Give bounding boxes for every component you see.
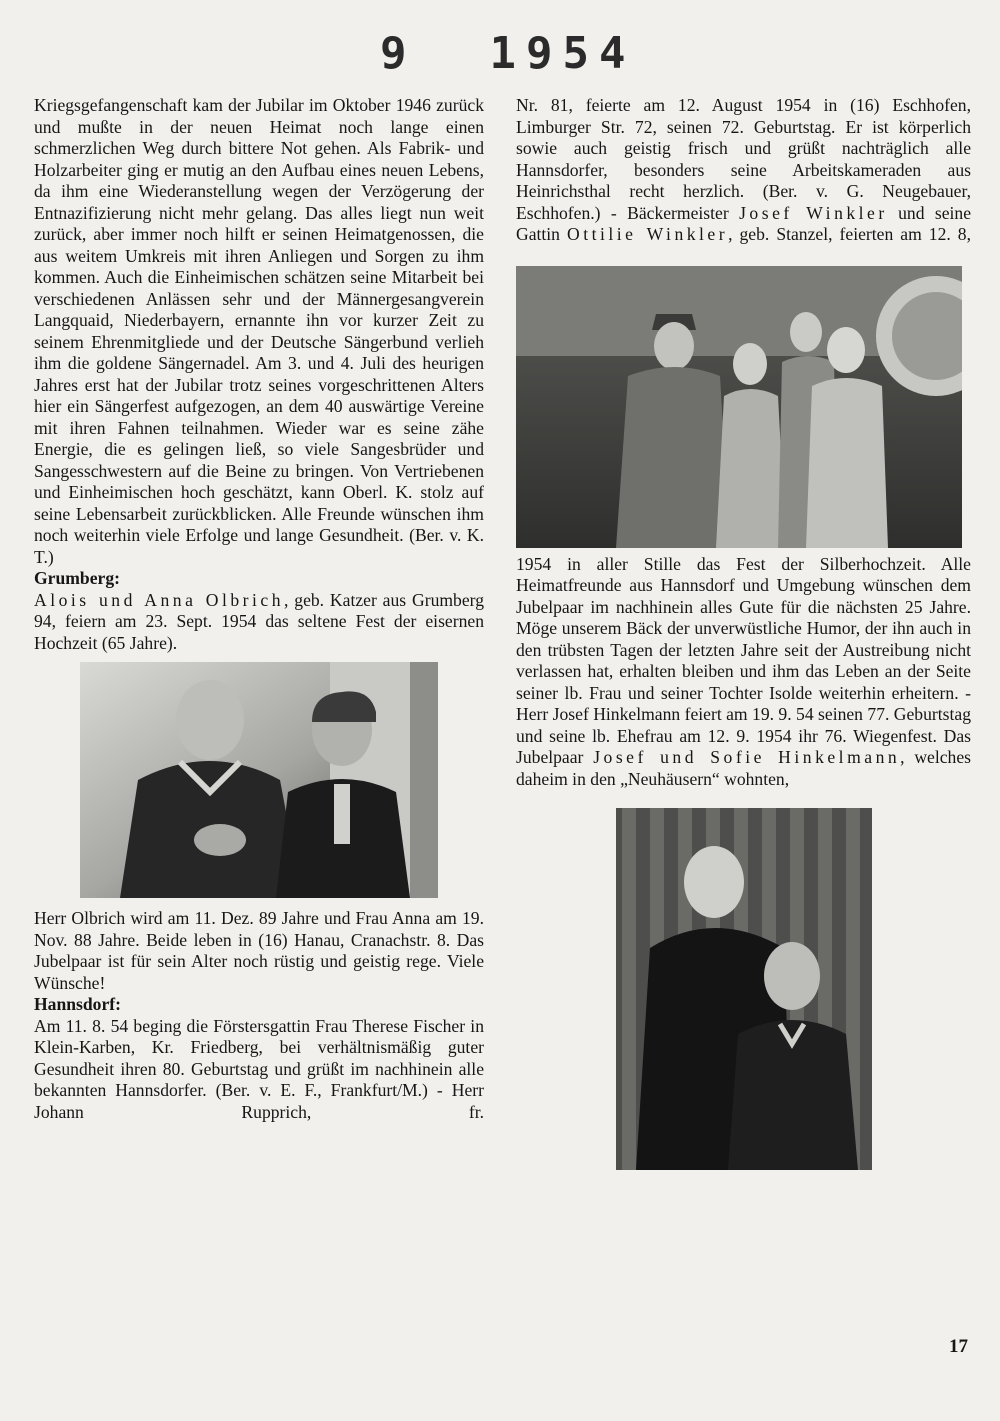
olbrich-paragraph: Herr Olbrich wird am 11. Dez. 89 Jahre und Frau Anna am 19. Nov. 88 Jahre. Beide leben in (16) Hanau, Cranachstr. 8. Das Jubelpaar ist für sein Alter noch rüstig und geistig rege. Viele Wünsche! bbox=[34, 908, 484, 993]
grumberg-paragraph bbox=[34, 590, 484, 655]
right-column bbox=[516, 95, 971, 1170]
page-number: 17 bbox=[949, 1336, 968, 1357]
left-column bbox=[34, 95, 484, 1123]
spaced-name-josef-winkler: Josef Winkler bbox=[739, 202, 888, 223]
text-run: , geb. Stanzel, feierten am 12. 8, bbox=[728, 224, 971, 244]
photo-hinkelmann-couple bbox=[616, 808, 872, 1170]
photo-winkler-family bbox=[516, 266, 962, 548]
photo-olbrich-couple bbox=[80, 662, 438, 898]
text-run: 1954 in aller Stille das Fest der Silberhochzeit. Alle Heimatfreunde aus Hannsdorf und Umgebung wünschen dem Jubelpaar im nachhinein alles Gute für die nächsten 25 Jahre. Möge unserem Bäck der unverwüstliche Humor, der ihn auch in den trübsten Tagen der letzten Jahre seit der Austreibung nicht verlassen hat, erhalten bleiben und ihm das Leben an der Seite seiner lb. Frau und seiner Tochter Isolde weiterhin erheitern. - Herr Josef Hinkelmann feiert am 19. 9. 54 seinen 77. Geburtstag und seine lb. Ehefrau am 12. 9. 1954 ihr 76. Wiegenfest. Das Jubelpaar bbox=[516, 553, 971, 767]
text-run: , welches daheim in den „Neuhäusern“ wohnten, bbox=[516, 747, 972, 789]
spaced-name-hinkelmann: Josef und Sofie Hinkelmann bbox=[593, 747, 901, 767]
winkler-paragraph bbox=[516, 554, 971, 791]
grumberg-text: , geb. Katzer aus Grumberg 94, feiern am 23. Sept. 1954 das seltene Fest der eisernen Hochzeit (65 Jahre). bbox=[34, 589, 484, 653]
spaced-names: Alois und Anna Olbrich bbox=[34, 589, 284, 610]
text-run: und seine Gattin bbox=[516, 202, 972, 244]
section-heading-hannsdorf: Hannsdorf: bbox=[34, 994, 122, 1014]
rupprich-paragraph bbox=[516, 95, 971, 246]
article-paragraph: Kriegsgefangenschaft kam der Jubilar im Oktober 1946 zurück und mußte in der neuen Heimat noch lange einen schmerzlichen Weg durch bittere Not gehen. Als Fabrik- und Holzarbeiter ging er mutig an den Aufbau eines neuen Lebens, da ihm eine Wiederanstellung wegen der Verzögerung der Entnazifizierung nicht mehr gelang. Das alles liegt nun weit zurück, aber immer noch hilft er seinen Heimatgenossen, die aus weitem Umkreis mit ihren Anliegen und Sorgen zu ihm kommen. Auch die Einheimischen schätzen seine Mitarbeit bei verschiedenen Anlässen sehr und der Männergesangverein Langquaid, Niederbayern, ernannte ihn vor kurzer Zeit zu seinem Ehrenmitgliede und der Deutsche Sängerbund verlieh ihm die goldene Sängernadel. Am 3. und 4. Juli des heurigen Jahres erst hat der Jubilar trotz seines vorgeschrittenen Alters hier ein Sängerfest aufgezogen, an dem 40 auswärtige Vereine mit ihren Fahnen teilnahmen. Wieder war es seine zähe Energie, die es gelingen ließ, so viele Sangesbrüder und Sangesschwestern auf die Beine zu bringen. Von Vertriebenen und Einheimischen hoch geschätzt, kann Oberl. K. stolz auf seine Lebensarbeit zurückblicken. Alle Freunde wünschen ihm noch weiterhin viele Erfolge und lange Gesundheit. (Ber. v. K. T.) bbox=[34, 95, 484, 567]
section-heading-grumberg: Grumberg: bbox=[34, 568, 120, 588]
spaced-name-ottilie-winkler: Ottilie Winkler bbox=[567, 224, 729, 244]
issue-stamp: 9 1954 bbox=[380, 28, 636, 79]
text-run: Nr. 81, feierte am 12. August 1954 in (16) Eschhofen, Limburger Str. 72, seinen 72. Geburtstag. Er ist körperlich sowie auch geistig frisch und grüßt nachträglich alle Hannsdorfer, besonders seine Arbeitskameraden aus Heinrichsthal recht herzlich. (Ber. v. G. Neugebauer, Eschhofen.) - Bäckermeister bbox=[516, 95, 971, 223]
hannsdorf-paragraph: Am 11. 8. 54 beging die Förstersgattin Frau Therese Fischer in Klein-Karben, Kr. Friedberg, bei verhältnismäßig guter Gesundheit ihren 80. Geburtstag und grüßt im nachhinein alle bekannten Hannsdorfer. (Ber. v. E. F., Frankfurt/M.) - Herr Johann Rupprich, fr. bbox=[34, 1015, 484, 1122]
